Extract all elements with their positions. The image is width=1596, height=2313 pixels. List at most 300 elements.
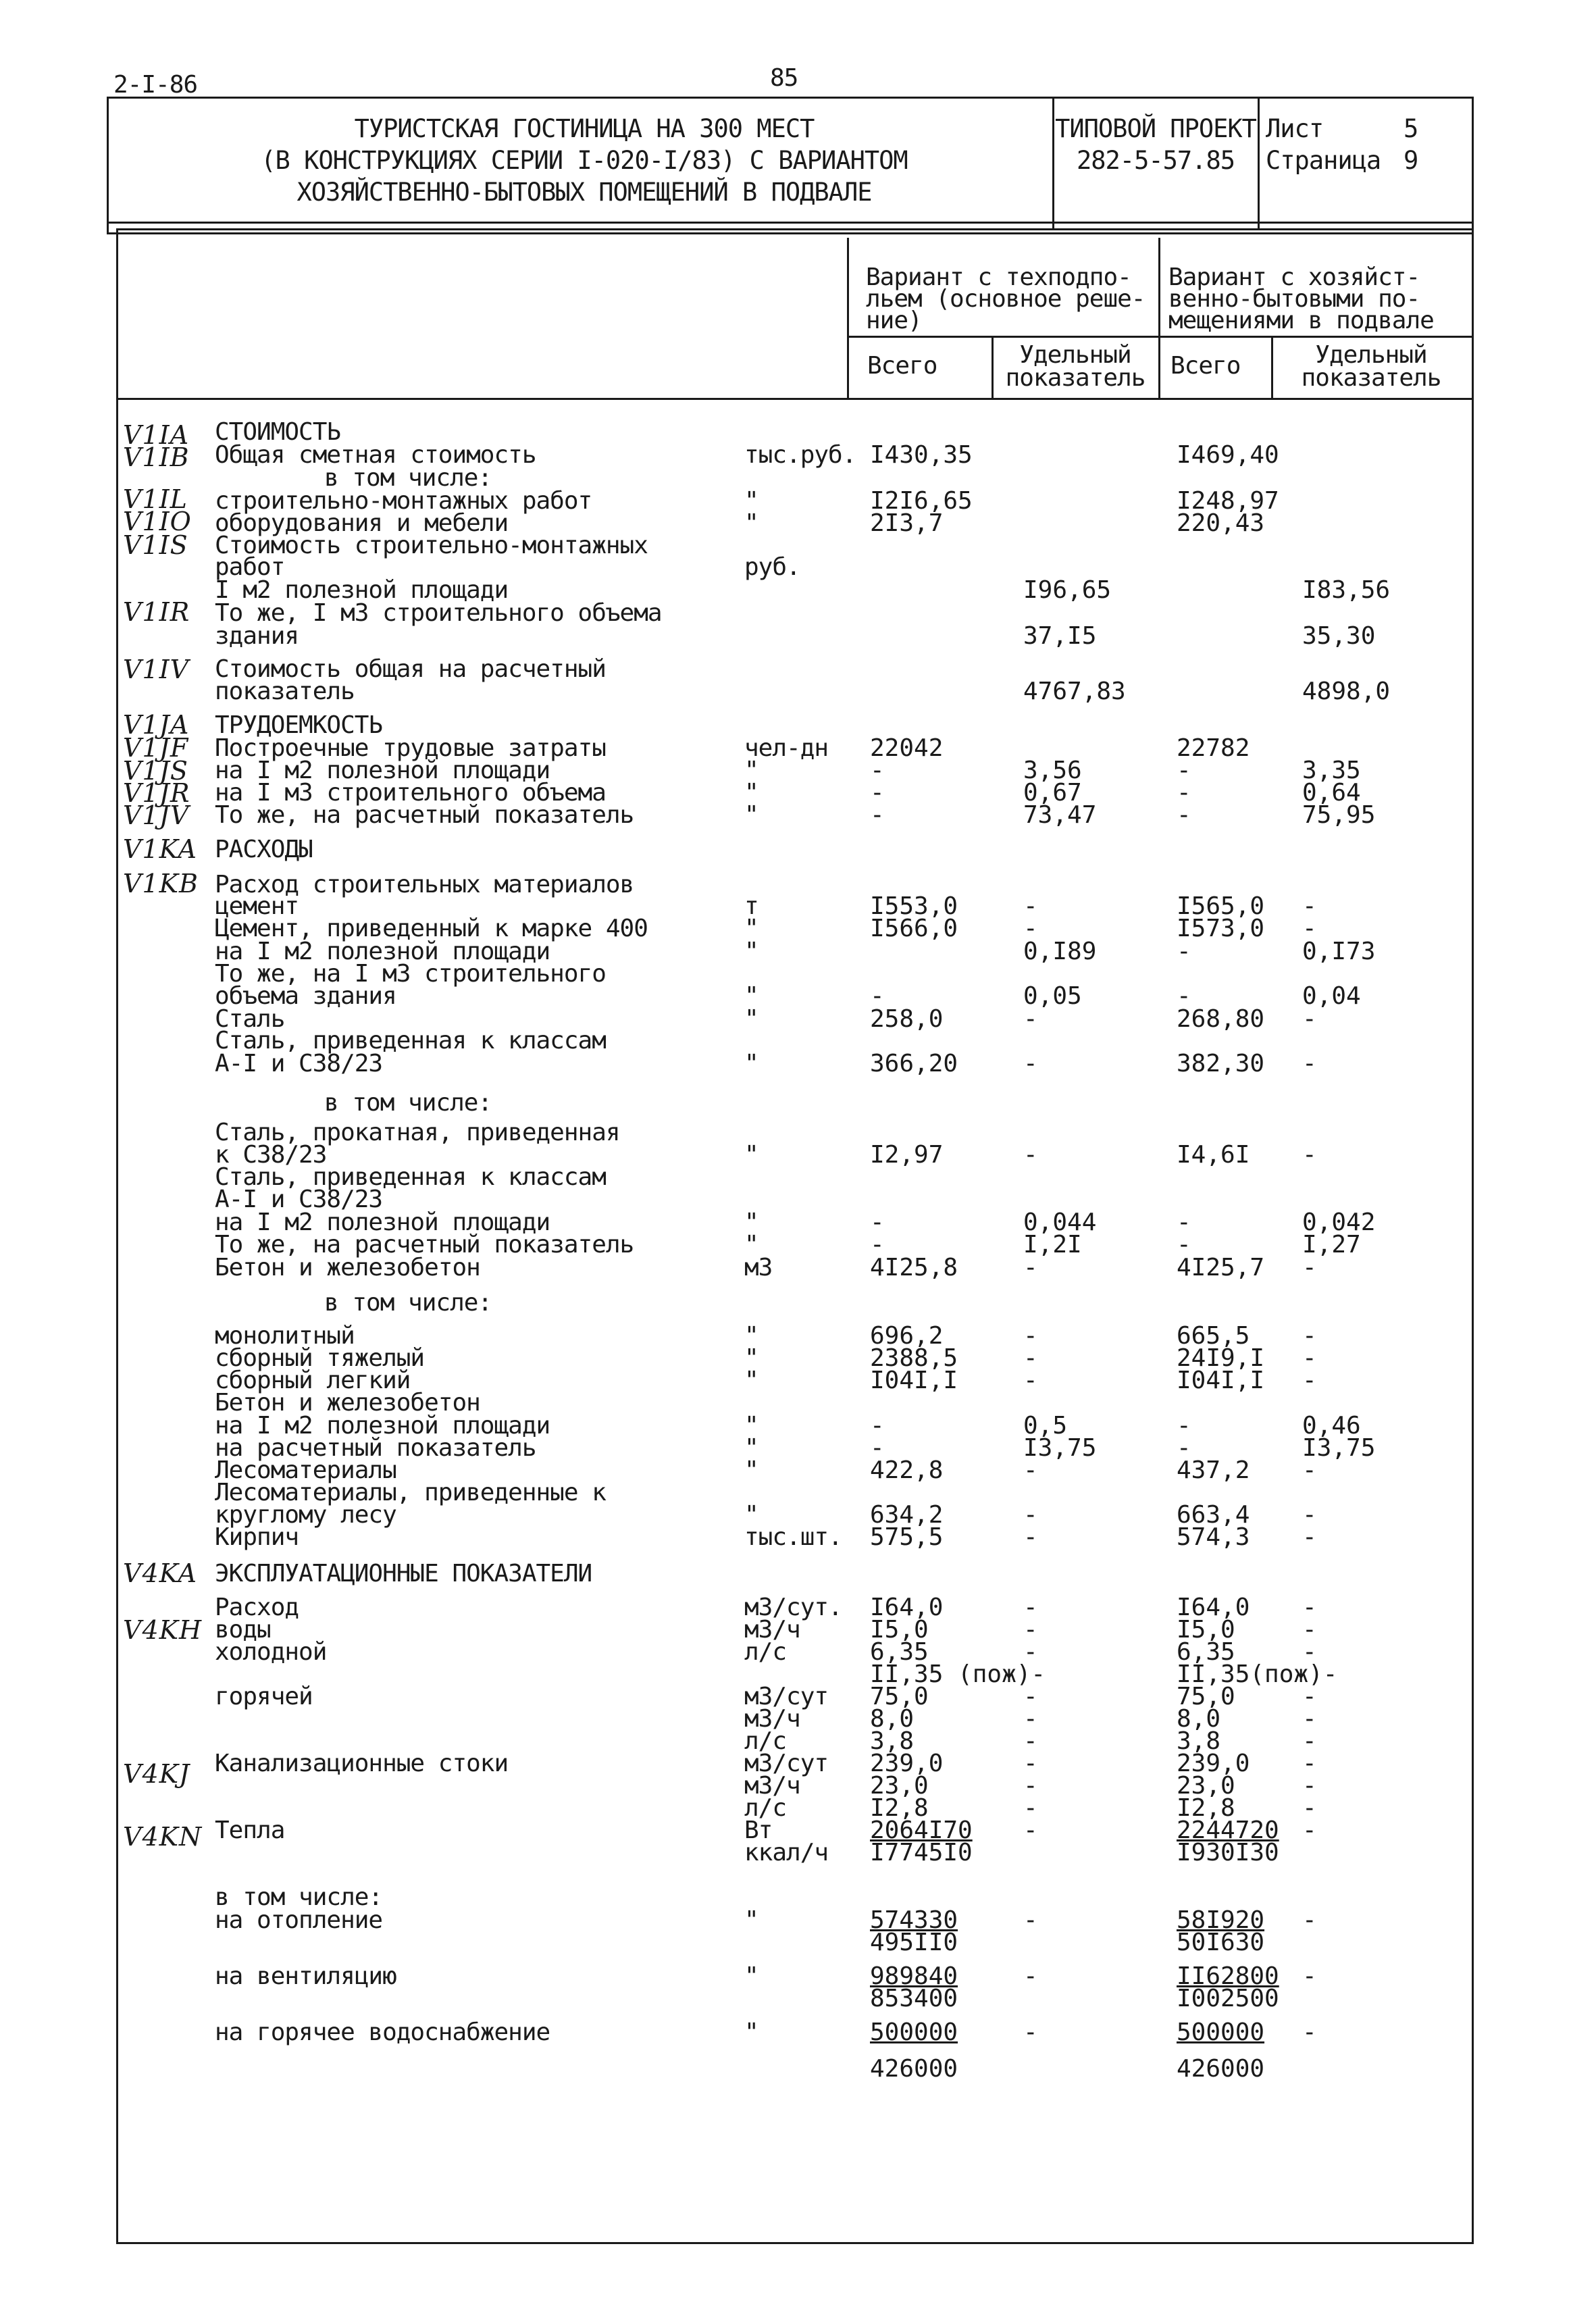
variant1-specific-value: -: [1023, 1501, 1038, 1529]
variant1-total-value: I2,8: [870, 1794, 929, 1822]
row-code: V4KJ: [123, 1759, 190, 1789]
row-code: V1IS: [123, 530, 188, 560]
variant1-specific-value: -: [1023, 1141, 1038, 1169]
variant2-total-value: I248,97: [1177, 487, 1279, 515]
variant2-total-value: I573,0: [1177, 915, 1265, 942]
row-label: А-I и С38/23: [215, 1050, 383, 1077]
row-label: Стоимость общая на расчетный: [215, 655, 606, 683]
row-unit: м3/ч: [744, 1705, 800, 1733]
variant2-total-value: I565,0: [1177, 892, 1265, 920]
row-label: на I м2 полезной площади: [215, 1209, 550, 1236]
title-divider-2: [1258, 97, 1260, 230]
variant2-total-value: I002500: [1177, 1985, 1279, 2012]
row-label: ТРУДОЕМКОСТЬ: [215, 711, 383, 739]
variant2-specific-value: -: [1302, 1705, 1317, 1733]
col-divider-1: [847, 238, 849, 399]
row-code: V4KN: [123, 1822, 203, 1852]
variant1-total-value: 989840: [870, 1962, 958, 1990]
row-label: Сталь, приведенная к классам: [215, 1027, 606, 1054]
variant1-total-value: 574330: [870, 1906, 958, 1934]
project-number: 282-5-57.85: [1076, 146, 1235, 175]
variant1-specific-value: -: [1023, 1344, 1038, 1372]
variant2-header-line-1: Вариант с хозяйст-: [1168, 263, 1420, 291]
row-label: Сталь, приведенная к классам: [215, 1163, 606, 1191]
variant2-specific-value: I83,56: [1302, 576, 1391, 604]
row-label: здания: [215, 622, 299, 650]
row-unit: ": [744, 1962, 758, 1990]
variant2-specific-value: -: [1302, 1005, 1317, 1033]
variant2-specific-value: -: [1302, 2018, 1317, 2046]
variant2-total-value: -: [1177, 938, 1191, 965]
variant2-total-value: II,35(пож)-: [1177, 1660, 1338, 1688]
page-label: Страница: [1266, 146, 1381, 175]
variant2-total-value: -: [1177, 1231, 1191, 1259]
variant1-specific-value: -: [1023, 915, 1038, 942]
variant2-specific-value: -: [1302, 1367, 1317, 1394]
variant1-specific-value: -: [1023, 1367, 1038, 1394]
row-code: V1KB: [123, 869, 199, 898]
variant2-specific-value: 0,042: [1302, 1209, 1376, 1236]
variant2-total-value: I64,0: [1177, 1594, 1250, 1621]
variant1-specific-value: 0,67: [1023, 779, 1082, 807]
variant2-header-line-3: мещениями в подвале: [1168, 307, 1434, 334]
row-unit: чел-дн: [744, 734, 829, 762]
variant2-specific-value: -: [1302, 1050, 1317, 1077]
variant1-specific-value: -: [1023, 892, 1038, 920]
variant1-total-value: 239,0: [870, 1750, 944, 1777]
row-label: строительно-монтажных работ: [215, 487, 592, 515]
row-code: V1IL: [123, 484, 188, 514]
variant2-specific-value: -: [1302, 1616, 1317, 1644]
row-label: СТОИМОСТЬ: [215, 418, 341, 446]
variant2-total-value: 426000: [1177, 2055, 1265, 2083]
row-label: Расход строительных материалов: [215, 871, 634, 898]
variant1-specific-value: -: [1023, 1906, 1038, 1934]
variant2-total-value: II62800: [1177, 1962, 1279, 1990]
row-label: А-I и С38/23: [215, 1186, 383, 1213]
variant1-specific-header-2: показатель: [1005, 364, 1145, 392]
row-code: V1IO: [123, 507, 192, 536]
variant1-specific-value: 4767,83: [1023, 678, 1126, 705]
variant2-specific-value: -: [1302, 1906, 1317, 1934]
variant1-total-value: 23,0: [870, 1772, 929, 1800]
row-unit: ": [744, 1367, 758, 1394]
variant2-total-value: 22782: [1177, 734, 1250, 762]
row-label: воды: [215, 1616, 271, 1644]
variant2-specific-value: -: [1302, 1456, 1317, 1484]
row-unit: тыс.руб.: [744, 441, 856, 469]
variant2-specific-value: -: [1302, 915, 1317, 942]
row-unit: м3/сут: [744, 1683, 829, 1710]
variant1-specific-value: -: [1023, 1794, 1038, 1822]
variant2-specific-value: 0,I73: [1302, 938, 1376, 965]
row-code: V1IV: [123, 655, 190, 684]
row-label: ЭКСПЛУАТАЦИОННЫЕ ПОКАЗАТЕЛИ: [215, 1560, 592, 1587]
variant1-specific-value: -: [1023, 1705, 1038, 1733]
row-label: То же, на расчетный показатель: [215, 1231, 634, 1259]
variant1-total-value: -: [870, 1209, 885, 1236]
row-label: в том числе:: [215, 1883, 383, 1911]
variant2-specific-value: -: [1302, 892, 1317, 920]
row-unit: т: [744, 892, 758, 920]
variant2-total-value: 500000: [1177, 2018, 1265, 2046]
variant2-total-value: 58I920: [1177, 1906, 1265, 1934]
col-divider-2: [1158, 238, 1160, 399]
row-label: работ: [215, 553, 285, 581]
row-code: V4KH: [123, 1615, 203, 1645]
variant1-total-value: 634,2: [870, 1501, 944, 1529]
row-code: V1KA: [123, 834, 197, 864]
variant1-total-value: 422,8: [870, 1456, 944, 1484]
variant1-total-value: I553,0: [870, 892, 958, 920]
variant2-total-value: -: [1177, 757, 1191, 784]
row-label: на расчетный показатель: [215, 1434, 536, 1462]
row-code: V1JR: [123, 778, 190, 808]
variant2-total-value: I04I,I: [1177, 1367, 1265, 1394]
row-label: холодной: [215, 1638, 327, 1666]
variant1-specific-value: -: [1023, 1322, 1038, 1350]
row-code: V1JA: [123, 710, 190, 740]
row-unit: м3/сут: [744, 1750, 829, 1777]
variant2-specific-value: -: [1302, 1594, 1317, 1621]
row-unit: ": [744, 1050, 758, 1077]
row-code: V1JS: [123, 756, 188, 786]
variant2-total-value: -: [1177, 1412, 1191, 1440]
variant2-specific-value: 3,35: [1302, 757, 1361, 784]
page-value: 9: [1404, 146, 1418, 175]
variant1-header-line-3: ние): [866, 307, 922, 334]
variant1-specific-value: -: [1023, 1616, 1038, 1644]
variant1-total-value: 2I3,7: [870, 509, 944, 537]
row-code: V1IR: [123, 597, 190, 627]
row-label: в том числе:: [324, 1289, 492, 1317]
variant1-specific-value: -: [1023, 1750, 1038, 1777]
variant1-total-value: 495II0: [870, 1929, 958, 1956]
row-label: на I м2 полезной площади: [215, 938, 550, 965]
row-label: Бетон и железобетон: [215, 1389, 480, 1417]
variant1-total-value: I5,0: [870, 1616, 929, 1644]
row-label: Стоимость строительно-монтажных: [215, 532, 648, 559]
row-code: V1JV: [123, 800, 190, 830]
variant1-total-value: 366,20: [870, 1050, 958, 1077]
variant1-total-value: 75,0: [870, 1683, 929, 1710]
variant2-total-value: I2,8: [1177, 1794, 1235, 1822]
variant1-total-value: -: [870, 801, 885, 829]
row-label: монолитный: [215, 1322, 355, 1350]
variant2-specific-value: -: [1302, 1816, 1317, 1844]
variant2-specific-value: 0,64: [1302, 779, 1361, 807]
variant2-header-line-2: венно-бытовыми по-: [1168, 285, 1420, 313]
row-unit: ": [744, 938, 758, 965]
row-unit: ": [744, 1906, 758, 1934]
row-label: Лесоматериалы: [215, 1456, 396, 1484]
row-label: Общая сметная стоимость: [215, 441, 536, 469]
variant2-specific-value: 4898,0: [1302, 678, 1391, 705]
row-label: Тепла: [215, 1816, 285, 1844]
variant1-total-value: 3,8: [870, 1727, 915, 1755]
variant2-total-value: 23,0: [1177, 1772, 1235, 1800]
variant2-total-value: I469,40: [1177, 441, 1279, 469]
variant1-total-value: 426000: [870, 2055, 958, 2083]
sheet-label: Лист: [1266, 114, 1324, 143]
variant2-total-value: 574,3: [1177, 1523, 1250, 1551]
variant1-specific-value: 37,I5: [1023, 622, 1097, 650]
doc-code: 2-I-86: [113, 71, 198, 99]
row-unit: ": [744, 1501, 758, 1529]
variant2-specific-header-2: показатель: [1301, 364, 1441, 392]
title-line-3: ХОЗЯЙСТВЕННО-БЫТОВЫХ ПОМЕЩЕНИЙ В ПОДВАЛЕ: [297, 178, 872, 207]
variant1-specific-value: -: [1023, 2018, 1038, 2046]
variant1-total-value: I566,0: [870, 915, 958, 942]
row-label: объема здания: [215, 982, 396, 1010]
variant1-specific-value: -: [1023, 1254, 1038, 1281]
row-label: оборудования и мебели: [215, 509, 509, 537]
variant1-total-value: 4I25,8: [870, 1254, 958, 1281]
row-unit: ": [744, 801, 758, 829]
title-line-2: (В КОНСТРУКЦИЯХ СЕРИИ I-020-I/83) С ВАРИАНТОМ: [261, 146, 908, 175]
row-label: Кирпич: [215, 1523, 299, 1551]
variant1-total-value: 8,0: [870, 1705, 915, 1733]
row-unit: ": [744, 1412, 758, 1440]
row-label: показатель: [215, 678, 355, 705]
variant1-specific-value: -: [1023, 1962, 1038, 1990]
row-unit: л/с: [744, 1794, 787, 1822]
variant1-total-value: -: [870, 1412, 885, 1440]
row-label: Сталь: [215, 1005, 285, 1033]
variant1-total-value: -: [870, 779, 885, 807]
variant2-total-value: 6,35: [1177, 1638, 1235, 1666]
variant1-specific-value: -: [1023, 1456, 1038, 1484]
row-label: на отопление: [215, 1906, 383, 1934]
variant2-specific-value: 75,95: [1302, 801, 1376, 829]
variant2-total-value: 220,43: [1177, 509, 1265, 537]
row-unit: ": [744, 915, 758, 942]
row-unit: ": [744, 1005, 758, 1033]
row-unit: ": [744, 1456, 758, 1484]
variant1-specific-value: I3,75: [1023, 1434, 1097, 1462]
variant1-specific-value: -: [1023, 1772, 1038, 1800]
variant1-total-header: Всего: [867, 352, 937, 380]
row-label: То же, на I м3 строительного: [215, 960, 606, 988]
row-label: I м2 полезной площади: [215, 576, 509, 604]
row-code: V1IB: [123, 442, 190, 472]
variant1-total-value: 575,5: [870, 1523, 944, 1551]
row-unit: ": [744, 509, 758, 537]
row-label: на I м2 полезной площади: [215, 1412, 550, 1440]
variant1-specific-header-1: Удельный: [1019, 341, 1131, 369]
variant1-specific-value: -: [1023, 1683, 1038, 1710]
row-label: Канализационные стоки: [215, 1750, 509, 1777]
variant2-specific-value: -: [1302, 1794, 1317, 1822]
variant2-specific-value: I3,75: [1302, 1434, 1376, 1462]
variant2-specific-value: -: [1302, 1322, 1317, 1350]
row-label: горячей: [215, 1683, 313, 1710]
row-unit: ": [744, 1231, 758, 1259]
variant2-specific-value: -: [1302, 1344, 1317, 1372]
row-code: V1JF: [123, 733, 189, 763]
row-unit: л/с: [744, 1638, 787, 1666]
variant1-total-value: 22042: [870, 734, 944, 762]
row-unit: ": [744, 2018, 758, 2046]
row-label: Построечные трудовые затраты: [215, 734, 606, 762]
row-label: Сталь, прокатная, приведенная: [215, 1119, 620, 1146]
variant2-specific-value: -: [1302, 1727, 1317, 1755]
row-unit: ": [744, 757, 758, 784]
variant1-total-value: I430,35: [870, 441, 973, 469]
variant1-specific-value: I,2I: [1023, 1231, 1082, 1259]
variant1-specific-value: -: [1023, 1050, 1038, 1077]
variant2-specific-value: I,27: [1302, 1231, 1361, 1259]
header-bottom-line: [116, 398, 1472, 400]
variant2-total-value: -: [1177, 779, 1191, 807]
variant2-total-header: Всего: [1170, 352, 1241, 380]
row-label: То же, на расчетный показатель: [215, 801, 634, 829]
variant2-total-value: 665,5: [1177, 1322, 1250, 1350]
variant1-total-value: I2I6,65: [870, 487, 973, 515]
variant1-specific-value: 0,I89: [1023, 938, 1097, 965]
row-unit: м3/ч: [744, 1772, 800, 1800]
title-divider-1: [1052, 97, 1054, 230]
variant1-specific-value: -: [1023, 1523, 1038, 1551]
variant2-total-value: 4I25,7: [1177, 1254, 1265, 1281]
row-unit: ": [744, 1141, 758, 1169]
sheet-value: 5: [1404, 114, 1418, 143]
row-unit: л/с: [744, 1727, 787, 1755]
row-label: к С38/23: [215, 1141, 327, 1169]
variant1-total-value: 6,35: [870, 1638, 929, 1666]
variant2-total-value: I4,6I: [1177, 1141, 1250, 1169]
row-unit: ": [744, 1434, 758, 1462]
variant1-specific-value: 0,05: [1023, 982, 1082, 1010]
variant1-specific-value: -: [1023, 1816, 1038, 1844]
variant1-total-value: -: [870, 1434, 885, 1462]
variant2-total-value: 8,0: [1177, 1705, 1221, 1733]
variant2-total-value: -: [1177, 982, 1191, 1010]
row-unit: м3/ч: [744, 1616, 800, 1644]
row-unit: м3/сут.: [744, 1594, 842, 1621]
variant2-specific-value: -: [1302, 1523, 1317, 1551]
variant2-total-value: I930I30: [1177, 1839, 1279, 1866]
row-unit: ": [744, 779, 758, 807]
variant1-total-value: -: [870, 1231, 885, 1259]
variant1-specific-value: I96,65: [1023, 576, 1112, 604]
variant1-total-value: 853400: [870, 1985, 958, 2012]
project-label: ТИПОВОЙ ПРОЕКТ: [1055, 114, 1256, 143]
variant2-specific-value: -: [1302, 1683, 1317, 1710]
variant1-total-value: I04I,I: [870, 1367, 958, 1394]
row-unit: руб.: [744, 553, 800, 581]
row-label: круглому лесу: [215, 1501, 396, 1529]
variant2-total-value: -: [1177, 801, 1191, 829]
variant2-total-value: 268,80: [1177, 1005, 1265, 1033]
row-unit: ккал/ч: [744, 1839, 829, 1866]
row-label: сборный тяжелый: [215, 1344, 425, 1372]
variant2-specific-value: 35,30: [1302, 622, 1376, 650]
variant2-total-value: -: [1177, 1209, 1191, 1236]
variant1-header-line-1: Вариант с техподпо-: [866, 263, 1131, 291]
row-label: РАСХОДЫ: [215, 836, 313, 863]
variant2-total-value: 50I630: [1177, 1929, 1265, 1956]
variant2-total-value: 382,30: [1177, 1050, 1265, 1077]
row-label: на горячее водоснабжение: [215, 2018, 550, 2046]
variant1-total-value: I64,0: [870, 1594, 944, 1621]
row-label: на I м3 строительного объема: [215, 779, 606, 807]
variant1-specific-value: 0,044: [1023, 1209, 1097, 1236]
variant1-specific-value: 3,56: [1023, 757, 1082, 784]
variant1-specific-value: -: [1023, 1727, 1038, 1755]
row-unit: тыс.шт.: [744, 1523, 842, 1551]
variant2-total-value: 663,4: [1177, 1501, 1250, 1529]
variant1-specific-value: 73,47: [1023, 801, 1097, 829]
variant2-specific-value: -: [1302, 1772, 1317, 1800]
row-unit: ": [744, 1209, 758, 1236]
variant1-total-value: 258,0: [870, 1005, 944, 1033]
variant1-total-value: 2064I70: [870, 1816, 973, 1844]
variant2-specific-value: -: [1302, 1254, 1317, 1281]
row-unit: ": [744, 1344, 758, 1372]
row-unit: ": [744, 982, 758, 1010]
row-label: Цемент, приведенный к марке 400: [215, 915, 648, 942]
row-code: V4KA: [123, 1558, 197, 1588]
variant1-total-value: -: [870, 757, 885, 784]
variant2-specific-value: -: [1302, 1962, 1317, 1990]
variant2-total-value: I5,0: [1177, 1616, 1235, 1644]
row-label: сборный легкий: [215, 1367, 411, 1394]
title-line-1: ТУРИСТСКАЯ ГОСТИНИЦА НА 300 МЕСТ: [354, 114, 815, 143]
variant1-total-value: 2388,5: [870, 1344, 958, 1372]
row-label: Лесоматериалы, приведенные к: [215, 1479, 606, 1506]
row-label: в том числе:: [324, 1089, 492, 1117]
variant2-specific-value: 0,04: [1302, 982, 1361, 1010]
variant2-total-value: 3,8: [1177, 1727, 1221, 1755]
variant1-total-value: 696,2: [870, 1322, 944, 1350]
variant1-total-value: I7745I0: [870, 1839, 973, 1866]
row-label: То же, I м3 строительного объема: [215, 599, 662, 627]
variant2-total-value: 75,0: [1177, 1683, 1235, 1710]
variant2-specific-value: -: [1302, 1141, 1317, 1169]
variant1-specific-value: -: [1023, 1638, 1038, 1666]
row-label: на вентиляцию: [215, 1962, 396, 1990]
row-unit: м3: [744, 1254, 773, 1281]
variant2-specific-value: -: [1302, 1638, 1317, 1666]
variant2-specific-value: 0,46: [1302, 1412, 1361, 1440]
variant2-total-value: 239,0: [1177, 1750, 1250, 1777]
variant1-total-value: I2,97: [870, 1141, 944, 1169]
variant1-specific-value: 0,5: [1023, 1412, 1068, 1440]
row-unit: Вт: [744, 1816, 773, 1844]
variant2-specific-value: -: [1302, 1750, 1317, 1777]
variant1-total-value: -: [870, 982, 885, 1010]
variant2-total-value: -: [1177, 1434, 1191, 1462]
variant2-total-value: 2244720: [1177, 1816, 1279, 1844]
row-label: Бетон и железобетон: [215, 1254, 480, 1281]
variant2-total-value: 437,2: [1177, 1456, 1250, 1484]
variant1-specific-value: -: [1023, 1005, 1038, 1033]
row-unit: ": [744, 1322, 758, 1350]
row-label: на I м2 полезной площади: [215, 757, 550, 784]
variant1-header-line-2: льем (основное реше-: [866, 285, 1145, 313]
row-label: в том числе:: [324, 464, 492, 492]
title-inner-line: [107, 222, 1472, 224]
page-number: 85: [770, 64, 798, 92]
variant2-total-value: 24I9,I: [1177, 1344, 1265, 1372]
variant1-specific-value: -: [1023, 1594, 1038, 1621]
variant1-total-value: II,35 (пож)-: [870, 1660, 1046, 1688]
variant2-specific-header-1: Удельный: [1315, 341, 1427, 369]
variant2-specific-value: -: [1302, 1501, 1317, 1529]
row-code: V1IA: [123, 420, 190, 450]
row-label: Расход: [215, 1594, 299, 1621]
